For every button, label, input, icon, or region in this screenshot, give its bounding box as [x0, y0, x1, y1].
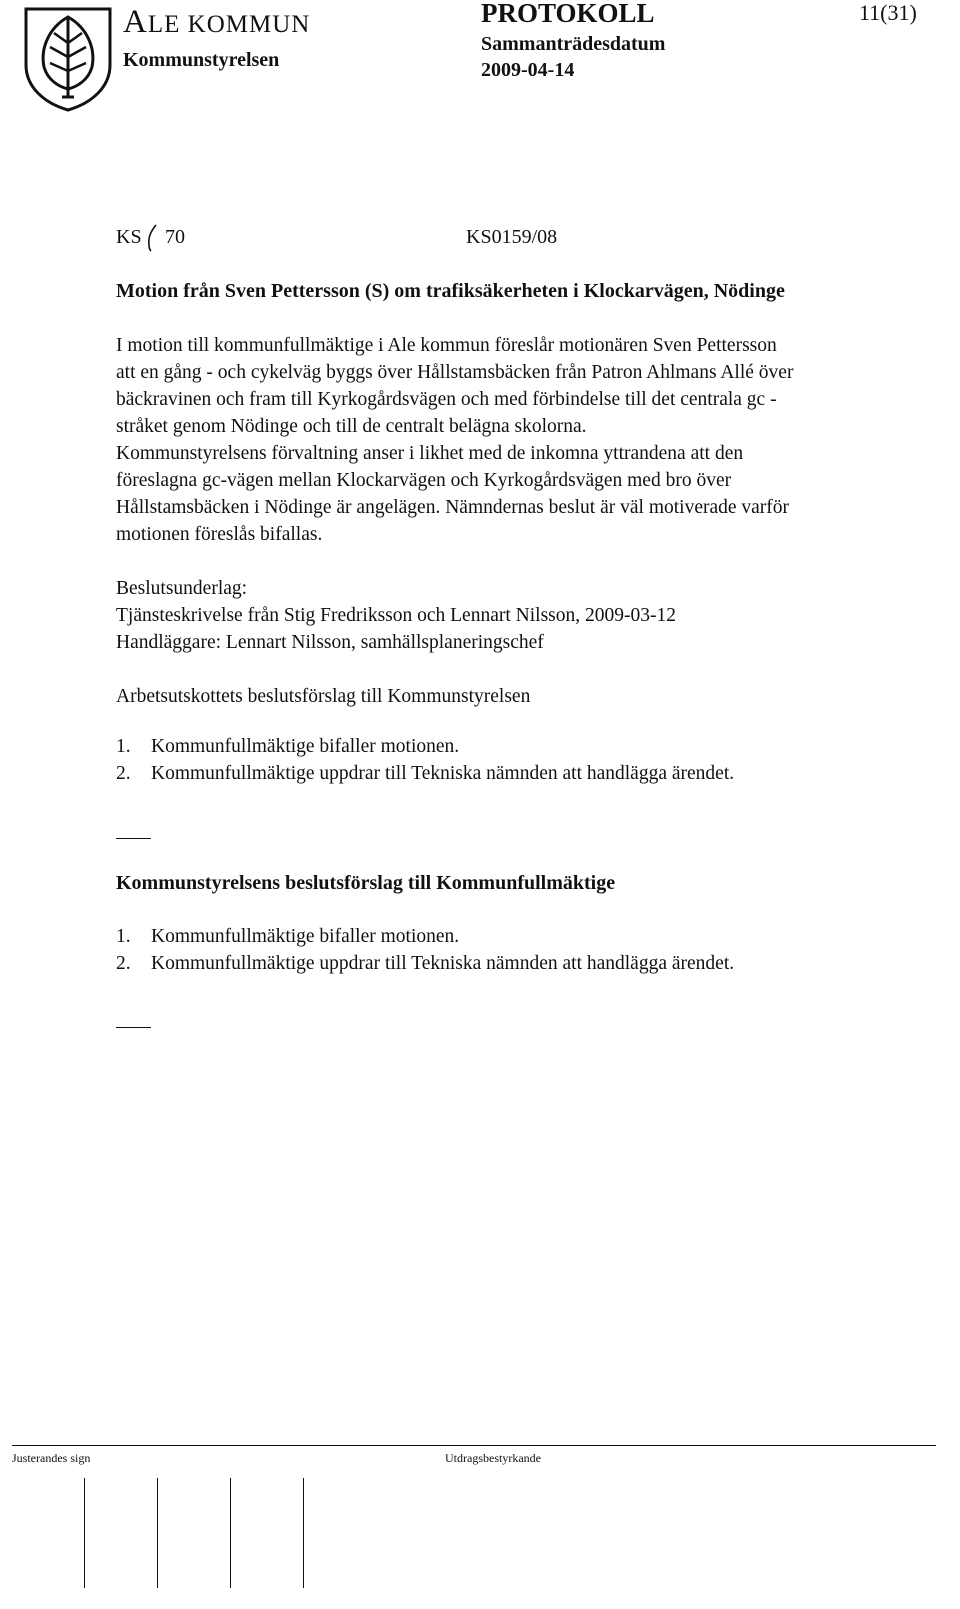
- meeting-date-value: 2009-04-14: [481, 59, 575, 81]
- signature-box-divider: [84, 1478, 85, 1588]
- signature-box-divider: [303, 1478, 304, 1588]
- org-name-rest: LE KOMMUN: [147, 11, 311, 38]
- list-item-number: 2.: [116, 953, 131, 974]
- list-item-text: Kommunfullmäktige uppdrar till Tekniska nämnden att handlägga ärendet.: [151, 763, 735, 784]
- document-type: PROTOKOLL: [481, 0, 655, 28]
- list-item: [116, 950, 946, 977]
- au-proposal-heading: Arbetsutskottets beslutsförslag till Kommunstyrelsen: [116, 686, 531, 707]
- body-paragraph-2: [116, 440, 946, 548]
- text-line: att en gång - och cykelväg byggs över Hållstamsbäcken från Patron Ahlmans Allé över: [116, 362, 794, 383]
- list-item-number: 2.: [116, 763, 131, 784]
- list-item: [116, 733, 946, 760]
- text-line: föreslagna gc-vägen mellan Klockarvägen och Kyrkogårdsvägen med bro över: [116, 470, 732, 491]
- org-unit: Kommunstyrelsen: [123, 49, 280, 71]
- list-item-text: Kommunfullmäktige uppdrar till Tekniska nämnden att handlägga ärendet.: [151, 953, 735, 974]
- body-paragraph-1: [116, 332, 946, 440]
- decision-basis: [116, 575, 946, 656]
- text-line: motionen föreslås bifallas.: [116, 524, 323, 545]
- text-line: Hållstamsbäcken i Nödinge är angelägen. Nämndernas beslut är väl motiverade varför: [116, 497, 790, 518]
- subject-title: Motion från Sven Pettersson (S) om trafiksäkerheten i Klockarvägen, Nödinge: [116, 280, 785, 302]
- decision-basis-line: Handläggare: Lennart Nilsson, samhällsplaneringschef: [116, 632, 544, 653]
- list-item-number: 1.: [116, 926, 131, 947]
- signature-box-divider: [157, 1478, 158, 1588]
- separator-rule: [116, 1027, 151, 1028]
- meeting-date-label: Sammanträdesdatum: [481, 33, 666, 55]
- ks-proposal-list: [116, 923, 946, 977]
- section-mark-icon: [145, 223, 159, 253]
- signature-box-divider: [230, 1478, 231, 1588]
- org-name: [123, 6, 310, 39]
- case-prefix: KS: [116, 226, 142, 248]
- text-line: stråket genom Nödinge och till de centralt belägna skolorna.: [116, 416, 587, 437]
- list-item-text: Kommunfullmäktige bifaller motionen.: [151, 926, 460, 947]
- case-number: 70: [165, 226, 185, 248]
- text-line: bäckravinen och fram till Kyrkogårdsvägen och med förbindelse till det centrala gc -: [116, 389, 777, 410]
- org-name-initial: A: [123, 4, 148, 40]
- list-item-text: Kommunfullmäktige bifaller motionen.: [151, 736, 460, 757]
- adjuster-signature-label: Justerandes sign: [12, 1451, 91, 1465]
- au-proposal-list: [116, 733, 946, 787]
- list-item: [116, 760, 946, 787]
- decision-basis-line: Tjänsteskrivelse från Stig Fredriksson och Lennart Nilsson, 2009-03-12: [116, 605, 676, 626]
- extract-certification-label: Utdragsbestyrkande: [445, 1451, 541, 1465]
- ks-proposal-heading: Kommunstyrelsens beslutsförslag till Kommunfullmäktige: [116, 872, 616, 894]
- decision-basis-label: Beslutsunderlag:: [116, 578, 248, 599]
- list-item: [116, 923, 946, 950]
- footer-rule: [12, 1445, 936, 1446]
- case-reference: KS0159/08: [466, 226, 558, 248]
- separator-rule: [116, 838, 151, 839]
- text-line: Kommunstyrelsens förvaltning anser i likhet med de inkomna yttrandena att den: [116, 443, 744, 464]
- text-line: I motion till kommunfullmäktige i Ale kommun föreslår motionären Sven Pettersson: [116, 335, 777, 356]
- page-number: 11(31): [859, 0, 917, 25]
- list-item-number: 1.: [116, 736, 131, 757]
- ale-kommun-logo-icon: [22, 5, 114, 113]
